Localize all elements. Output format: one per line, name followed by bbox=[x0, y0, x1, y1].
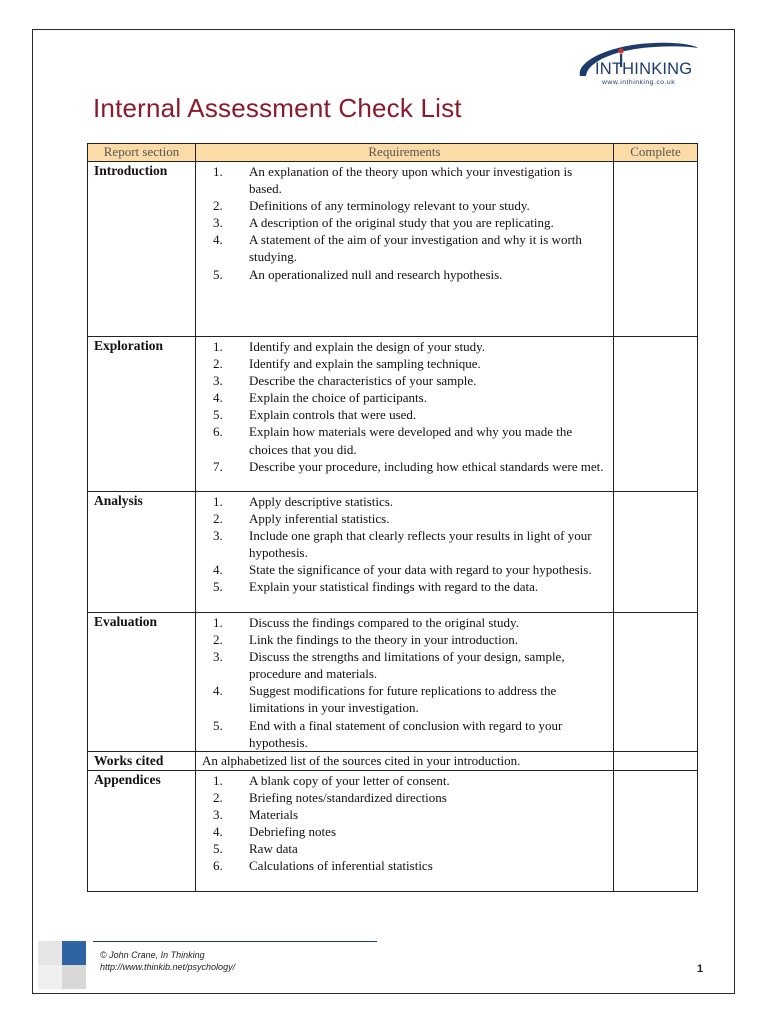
table-row bbox=[88, 337, 698, 492]
item-text: Debriefing notes bbox=[249, 824, 337, 840]
table-header-row bbox=[88, 144, 698, 162]
header-requirements: Requirements bbox=[196, 144, 614, 162]
requirement-text: An alphabetized list of the sources cited in your introduction. bbox=[202, 752, 521, 768]
list-item bbox=[196, 197, 613, 214]
item-number: 4. bbox=[213, 390, 223, 406]
list-item bbox=[196, 214, 613, 231]
requirements-list bbox=[196, 613, 613, 751]
item-number: 6. bbox=[213, 424, 223, 440]
item-text: Apply descriptive statistics. bbox=[249, 494, 394, 509]
item-text: An explanation of the theory upon which your investigation is based. bbox=[249, 164, 573, 197]
item-number: 1. bbox=[213, 164, 223, 179]
page-number: 1 bbox=[697, 963, 704, 975]
table-row bbox=[88, 770, 698, 891]
footer-square bbox=[38, 941, 62, 965]
list-item bbox=[196, 578, 613, 595]
item-text: Calculations of inferential statistics bbox=[249, 858, 433, 874]
item-number: 5. bbox=[213, 717, 223, 733]
item-text: Describe the characteristics of your sample. bbox=[249, 373, 477, 389]
requirements-list bbox=[196, 771, 613, 875]
list-item bbox=[196, 527, 613, 561]
list-item bbox=[196, 614, 613, 631]
item-number: 4. bbox=[213, 562, 223, 578]
list-item bbox=[196, 631, 613, 648]
item-text: Identify and explain the design of your study. bbox=[249, 339, 485, 354]
item-text: A description of the original study that you are replicating. bbox=[249, 215, 554, 231]
list-item bbox=[196, 406, 613, 423]
list-item bbox=[196, 266, 613, 283]
item-text: Identify and explain the sampling technique. bbox=[249, 356, 481, 372]
checklist-table bbox=[87, 143, 698, 892]
logo-wordmark: INTHINKING bbox=[595, 60, 693, 78]
item-number: 5. bbox=[213, 266, 223, 282]
item-text: Definitions of any terminology relevant to your study. bbox=[249, 198, 530, 214]
item-text: Explain controls that were used. bbox=[249, 407, 417, 423]
item-number: 6. bbox=[213, 858, 223, 874]
section-label: Works cited bbox=[88, 751, 196, 770]
list-item bbox=[196, 493, 613, 510]
list-item bbox=[196, 823, 613, 840]
list-item bbox=[196, 648, 613, 682]
inthinking-logo bbox=[574, 38, 704, 92]
item-number: 2. bbox=[213, 198, 223, 214]
item-number: 3. bbox=[213, 806, 223, 822]
item-number: 5. bbox=[213, 579, 223, 595]
requirements-cell bbox=[196, 770, 614, 891]
requirements-list bbox=[196, 162, 613, 283]
complete-cell[interactable] bbox=[614, 770, 698, 891]
list-item bbox=[196, 857, 613, 874]
item-number: 2. bbox=[213, 356, 223, 372]
requirements-cell bbox=[196, 337, 614, 492]
footer-rule bbox=[93, 941, 377, 942]
item-number: 1. bbox=[213, 494, 223, 509]
complete-cell[interactable] bbox=[614, 613, 698, 752]
item-text: A statement of the aim of your investigation and why it is worth studying. bbox=[249, 232, 582, 265]
requirements-cell bbox=[196, 613, 614, 752]
list-item bbox=[196, 423, 613, 457]
list-item bbox=[196, 355, 613, 372]
list-item bbox=[196, 561, 613, 578]
list-item bbox=[196, 717, 613, 751]
item-text: A blank copy of your letter of consent. bbox=[249, 772, 450, 788]
item-text: Discuss the strengths and limitations of your design, sample, procedure and materials. bbox=[249, 649, 565, 682]
item-text: Apply inferential statistics. bbox=[249, 511, 390, 527]
list-item bbox=[196, 510, 613, 527]
item-text: Explain how materials were developed and why you made the choices that you did. bbox=[249, 424, 573, 457]
item-number: 3. bbox=[213, 649, 223, 665]
requirements-cell bbox=[196, 492, 614, 613]
table-row bbox=[88, 162, 698, 337]
list-item bbox=[196, 372, 613, 389]
section-label: Introduction bbox=[88, 162, 196, 337]
item-text: Materials bbox=[249, 806, 299, 822]
page-title: Internal Assessment Check List bbox=[93, 93, 462, 123]
list-item bbox=[196, 231, 613, 265]
header-report-section: Report section bbox=[88, 144, 196, 162]
list-item bbox=[196, 338, 613, 355]
item-number: 5. bbox=[213, 841, 223, 857]
item-text: Explain the choice of participants. bbox=[249, 390, 427, 406]
footer-credits bbox=[100, 950, 235, 973]
table-row bbox=[88, 751, 698, 770]
item-text: Raw data bbox=[249, 841, 298, 857]
requirements-cell bbox=[196, 162, 614, 337]
item-number: 2. bbox=[213, 789, 223, 805]
item-text: State the significance of your data with regard to your hypothesis. bbox=[249, 562, 592, 578]
list-item bbox=[196, 840, 613, 857]
item-number: 4. bbox=[213, 232, 223, 248]
item-number: 3. bbox=[213, 215, 223, 231]
item-text: Include one graph that clearly reflects your results in light of your hypothesis. bbox=[249, 528, 592, 561]
item-number: 7. bbox=[213, 458, 223, 474]
section-label: Analysis bbox=[88, 492, 196, 613]
complete-cell[interactable] bbox=[614, 337, 698, 492]
item-text: Briefing notes/standardized directions bbox=[249, 789, 447, 805]
list-item bbox=[196, 389, 613, 406]
item-number: 2. bbox=[213, 511, 223, 527]
list-item bbox=[196, 458, 613, 475]
item-number: 3. bbox=[213, 373, 223, 389]
list-item bbox=[196, 163, 613, 197]
complete-cell[interactable] bbox=[614, 492, 698, 613]
list-item bbox=[196, 806, 613, 823]
item-text: End with a final statement of conclusion with regard to your hypothesis. bbox=[249, 717, 563, 750]
item-text: Discuss the findings compared to the original study. bbox=[249, 615, 519, 630]
requirements-list bbox=[196, 337, 613, 475]
section-label: Evaluation bbox=[88, 613, 196, 752]
item-number: 2. bbox=[213, 632, 223, 648]
footer-copyright: © John Crane, In Thinking bbox=[100, 950, 205, 960]
item-text: Link the findings to the theory in your introduction. bbox=[249, 632, 518, 648]
item-number: 4. bbox=[213, 824, 223, 840]
requirements-list bbox=[196, 492, 613, 596]
list-item bbox=[196, 789, 613, 806]
footer-url[interactable]: http://www.thinkib.net/psychology/ bbox=[100, 961, 236, 972]
item-text: Explain your statistical findings with regard to the data. bbox=[249, 579, 539, 595]
footer-square bbox=[38, 965, 62, 989]
item-text: Suggest modifications for future replications to address the limitations in your investigation. bbox=[249, 683, 557, 716]
complete-cell[interactable] bbox=[614, 751, 698, 770]
logo-url: www.inthinking.co.uk bbox=[602, 79, 676, 86]
item-number: 3. bbox=[213, 528, 223, 544]
header-complete: Complete bbox=[614, 144, 698, 162]
requirements-cell bbox=[196, 751, 614, 770]
table-row bbox=[88, 492, 698, 613]
item-number: 4. bbox=[213, 683, 223, 699]
item-number: 1. bbox=[213, 339, 223, 354]
list-item bbox=[196, 682, 613, 716]
footer-square bbox=[62, 941, 86, 965]
section-label: Exploration bbox=[88, 337, 196, 492]
item-number: 1. bbox=[213, 615, 223, 630]
footer-decoration bbox=[38, 941, 98, 989]
list-item bbox=[196, 772, 613, 789]
section-label: Appendices bbox=[88, 770, 196, 891]
item-number: 5. bbox=[213, 407, 223, 423]
item-text: Describe your procedure, including how ethical standards were met. bbox=[249, 458, 604, 474]
item-number: 1. bbox=[213, 772, 223, 788]
complete-cell[interactable] bbox=[614, 162, 698, 337]
table-row bbox=[88, 613, 698, 752]
item-text: An operationalized null and research hypothesis. bbox=[249, 266, 503, 282]
footer-square bbox=[62, 965, 86, 989]
